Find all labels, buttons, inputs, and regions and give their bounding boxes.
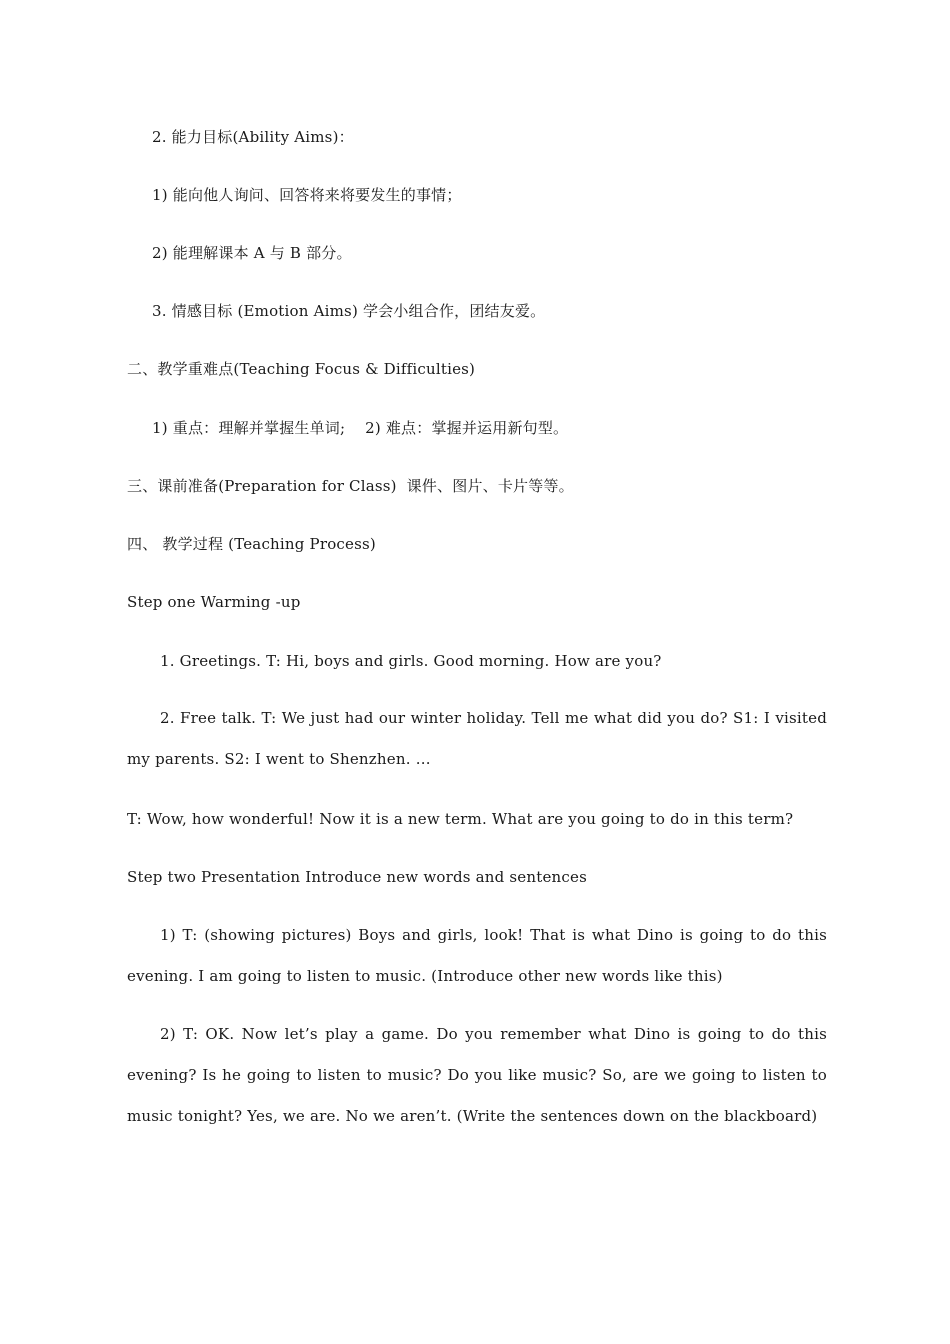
step-two-heading: Step two Presentation Introduce new words and sentences bbox=[127, 868, 587, 886]
preparation-for-class: 三、课前准备(Preparation for Class) 课件、图片、卡片等等。 bbox=[127, 477, 574, 495]
step-one-heading: Step one Warming -up bbox=[127, 593, 301, 611]
ability-aims-heading: 2. 能力目标(Ability Aims)： bbox=[152, 128, 354, 146]
showing-pictures-paragraph: 1) T: (showing pictures) Boys and girls, look! That is what Dino is going to do this evening. I am going to listen to music. (Introduce other new words like this) bbox=[127, 926, 827, 985]
focus-difficulties-heading: 二、教学重难点(Teaching Focus & Difficulties) bbox=[127, 360, 476, 378]
greetings-paragraph: 1. Greetings. T: Hi, boys and girls. Good morning. How are you? bbox=[160, 652, 662, 670]
ability-aim-1: 1) 能向他人询问、回答将来将要发生的事情； bbox=[152, 186, 462, 204]
new-term-paragraph: T: Wow, how wonderful! Now it is a new term. What are you going to do in this term? bbox=[127, 810, 794, 828]
emotion-aims: 3. 情感目标 (Emotion Aims) 学会小组合作，团结友爱。 bbox=[152, 302, 546, 320]
teaching-process-heading: 四、 教学过程 (Teaching Process) bbox=[127, 535, 376, 553]
focus-difficulty-points: 1) 重点：理解并掌握生单词; 2) 难点：掌握并运用新句型。 bbox=[152, 419, 569, 437]
ability-aim-2: 2) 能理解课本 A 与 B 部分。 bbox=[152, 244, 352, 262]
play-game-paragraph: 2) T: OK. Now let’s play a game. Do you remember what Dino is going to do this evening? Is he going to listen to music? Do you like music? So, are we going to listen to music tonight? Yes, we are. No we aren’t. (Write the sentences down on the blackboard) bbox=[127, 1025, 827, 1125]
free-talk-paragraph: 2. Free talk. T: We just had our winter holiday. Tell me what did you do? S1: I visited my parents. S2: I went to Shenzhen. … bbox=[127, 709, 827, 768]
